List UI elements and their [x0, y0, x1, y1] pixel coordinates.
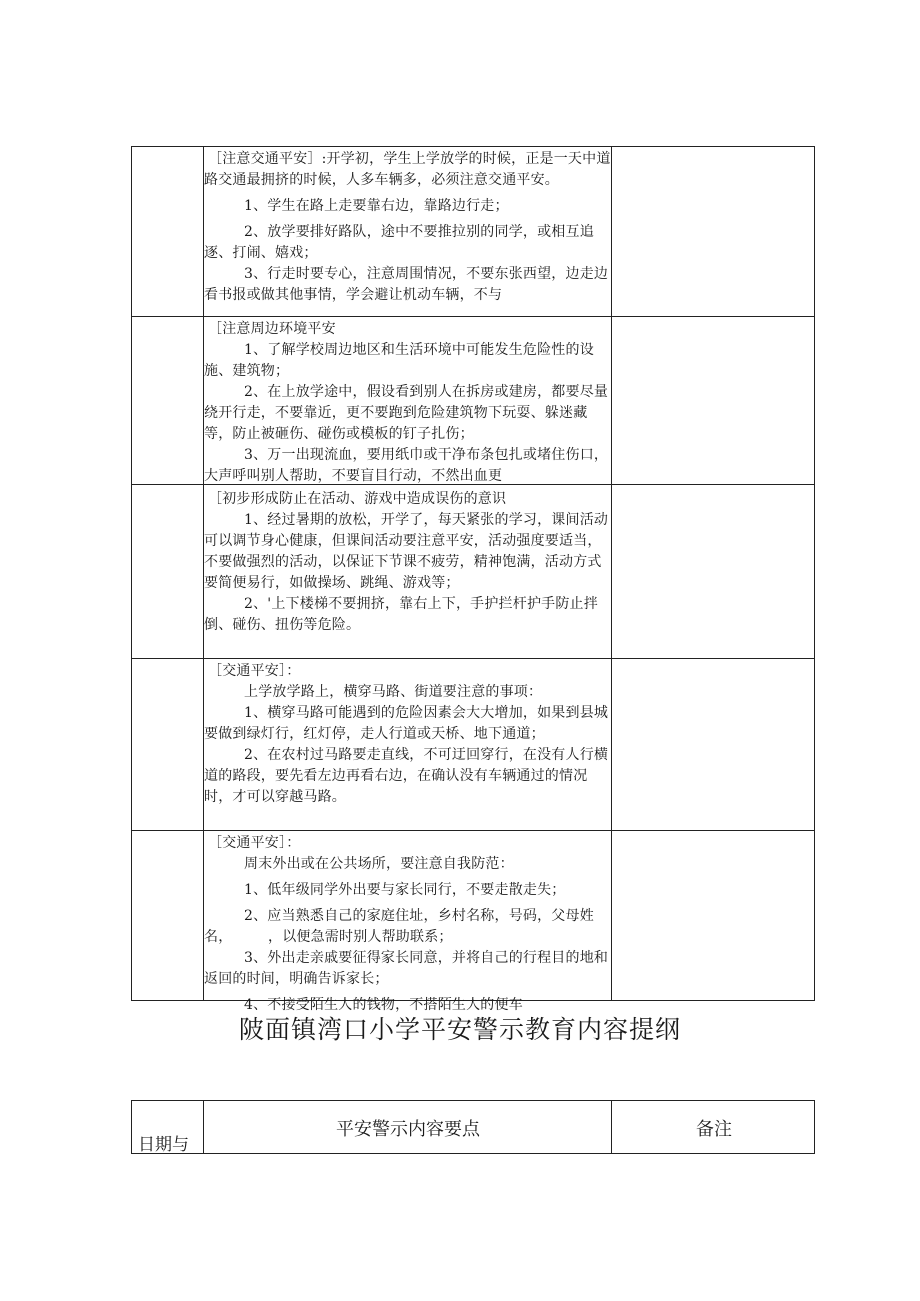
table-row: [132, 147, 814, 317]
list-item: 2、'上下楼梯不要拥挤，靠右上下，手护拦杆护手防止拌倒、碰伤、扭伤等危险。: [204, 596, 598, 633]
content-cell: [204, 317, 612, 484]
content-cell: [204, 659, 612, 830]
list-item: 2、放学要排好路队，途中不要推拉别的同学，或相互追逐、打闹、嬉戏；: [204, 224, 594, 261]
list-item: 3、行走时要专心，注意周围情况，不要东张西望，边走边看书报或做其他事情，学会避让机动车辆，不与: [204, 266, 609, 303]
list-item: 4、不接受陌生人的钱物，不搭陌生人的便车: [244, 997, 523, 1013]
section-heading: ［初步形成防止在活动、游戏中造成误伤的意识: [208, 491, 507, 507]
document-title: 陂面镇湾口小学平安警示教育内容提纲: [238, 1015, 681, 1044]
list-item: 2、在农村过马路要走直线，不可迂回穿行，在没有人行横道的路段，要先看左边再看右边，在确认没有车辆通过的情况时，才可以穿越马路。: [204, 747, 609, 805]
content-cell: [204, 147, 612, 316]
header-note: 备注: [696, 1119, 732, 1140]
list-item: 2、应当熟悉自己的家庭住址，乡村名称，号码，父母姓名， ，以便急需时别人帮助联系；: [204, 908, 594, 945]
list-item: 周末外出或在公共场所，要注意自我防范：: [244, 856, 514, 872]
list-item: 1、低年级同学外出要与家长同行，不要走散走失；: [244, 882, 566, 898]
header-content: 平安警示内容要点: [336, 1119, 480, 1140]
list-item: 1、经过暑期的放松，开学了，每天紧张的学习，课间活动可以调节身心健康，但课间活动要注意平安，活动强度要适当，不要做强烈的活动，以保证下节课不疲劳，精神饱满，活动方式要简便易行，如做操场、跳绳、游戏等；: [204, 512, 609, 591]
table-row: [132, 831, 814, 1013]
list-item: 2、在上放学途中，假设看到别人在拆房或建房，都要尽量绕开行走，不要靠近，更不要跑到危险建筑物下玩耍、躲迷藏等，防止被砸伤、碰伤或模板的钉子扎伤；: [204, 384, 609, 442]
table-row: [132, 317, 814, 485]
table-header: [131, 1100, 815, 1154]
section-heading: ［注意周边环境平安: [208, 321, 336, 337]
content-cell: [204, 485, 612, 658]
list-item: 1、学生在路上走要靠右边，靠路边行走；: [244, 198, 509, 214]
section-heading: ［交通平安］：: [208, 663, 301, 679]
list-item: 3、万一出现流血，要用纸巾或干净布条包扎或堵住伤口，大声呼叫别人帮助，不要盲目行动，不然出血更: [204, 447, 609, 484]
section-heading: ［交通平安］：: [208, 835, 301, 851]
safety-content-table: [131, 146, 815, 1013]
table-row: [132, 485, 814, 659]
list-item: 1、了解学校周边地区和生活环境中可能发生危险性的设施、建筑物；: [204, 342, 594, 379]
list-item: 上学放学路上，横穿马路、街道要注意的事项：: [244, 684, 543, 700]
content-cell: [204, 831, 612, 1013]
header-date: 日期与: [138, 1135, 189, 1155]
list-item: 1、横穿马路可能遇到的危险因素会大大增加，如果到县城要做到绿灯行，红灯停，走人行道或天桥、地下通道；: [204, 705, 609, 742]
section-heading: ［注意交通平安］:开学初，学生上学放学的时候，正是一天中道路交通最拥挤的时候，人多车辆多，必须注意交通平安。: [204, 151, 611, 188]
table-row: [132, 659, 814, 831]
list-item: 3、外出走亲戚要征得家长同意，并将自己的行程目的地和返回的时间，明确告诉家长；: [204, 950, 609, 987]
